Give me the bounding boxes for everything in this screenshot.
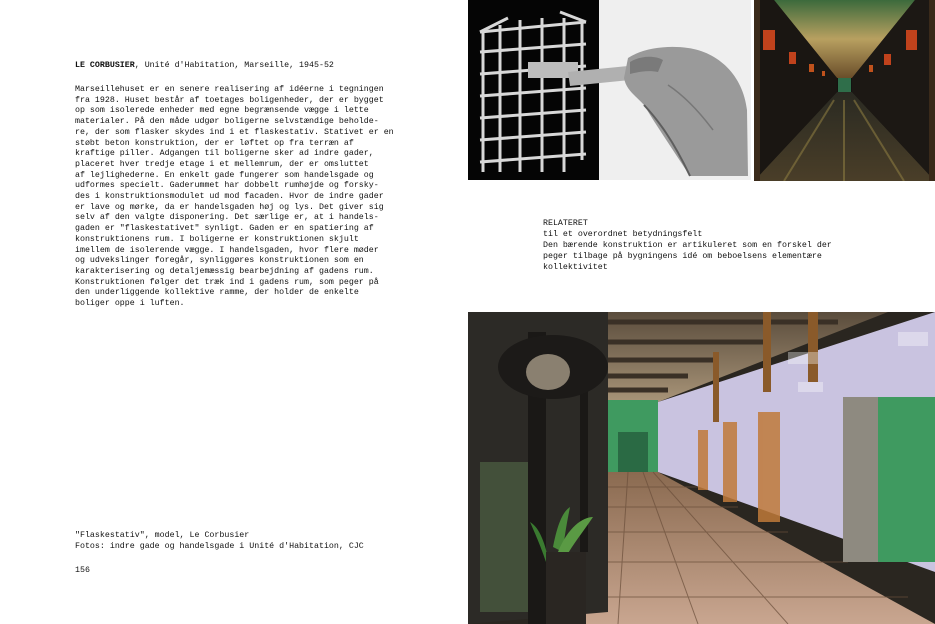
related-line: til et overordnet betydningsfelt: [543, 230, 703, 239]
body-line: materialer. På den måde udgør boligerne selvstændige beholde-: [75, 117, 379, 127]
street-photo: [468, 312, 935, 624]
page-number: 156: [75, 566, 90, 575]
body-line: des i konstruktionsmodulet ud mod facaden. Hvor de indre gader: [75, 192, 384, 202]
body-line: op som isolerede enheder med egne begrænsende vægge i lette: [75, 106, 369, 116]
body-line: af lejlighederne. En enkelt gade fungerer som handelsgade og: [75, 170, 374, 180]
caption-line: Fotos: indre gade og handelsgade i Unité d'Habitation, CJC: [75, 542, 364, 551]
body-line: gaden er "flaskestativet" synligt. Gaden er en spatiering af: [75, 224, 374, 234]
body-line: er lave og mørke, da er handelsgaden høj og lys. Det giver sig: [75, 202, 384, 212]
body-line: Konstruktionen følger det træk ind i gadens rum, som peger på: [75, 277, 379, 287]
body-paragraph: [75, 85, 393, 310]
corridor-photo: [754, 0, 935, 181]
body-line: fra 1928. Huset består af toetages boligenheder, der er bygget: [75, 95, 384, 105]
related-note: [543, 218, 832, 273]
body-line: udformes specielt. Gaderummet har dobbelt rumhøjde og forsky-: [75, 181, 379, 191]
body-line: re, der som flasker skydes ind i et flaskestativ. Stativet er en: [75, 127, 394, 137]
title-building: , Unité d'Habitation, Marseille, 1945-52: [134, 61, 334, 70]
title-architect: LE CORBUSIER: [75, 61, 135, 70]
model-photo: [468, 0, 751, 180]
related-line: peger tilbage på bygningens idé om beboelsens elementære: [543, 252, 822, 261]
related-line: Den bærende konstruktion er artikuleret som en forskel der: [543, 241, 832, 250]
body-line: Marseillehuset er en senere realisering af idéerne i tegningen: [75, 85, 384, 94]
article-title: [75, 60, 334, 71]
body-line: boliger oppe i luften.: [75, 299, 185, 309]
body-line: den underliggende kollektive ramme, der holder de enkelte: [75, 288, 359, 298]
body-line: konstruktionens rum. I boligerne er konstruktionen skjult: [75, 234, 359, 244]
body-line: og udvekslinger foregår, synliggøres konstruktionen som en: [75, 256, 364, 266]
body-line: støbt beton konstruktion, der er løftet op fra terræn af: [75, 138, 354, 148]
body-line: karakterisering og detaljemæssig bearbejdning af gadens rum.: [75, 266, 374, 276]
body-line: selv af den valgte disponering. Det særlige er, at i handels-: [75, 213, 379, 223]
related-heading: RELATERET: [543, 219, 588, 228]
photo-caption: [75, 530, 364, 552]
body-line: imellem de isolerende vægge. I handelsgaden, hvor flere møder: [75, 245, 379, 255]
body-line: kraftige piller. Adgangen til boligerne sker ad indre gader,: [75, 149, 374, 159]
caption-line: "Flaskestativ", model, Le Corbusier: [75, 531, 250, 540]
related-line: kollektivitet: [543, 263, 608, 272]
body-line: placeret hver tredje etage i et mellemrum, der er omsluttet: [75, 159, 369, 169]
